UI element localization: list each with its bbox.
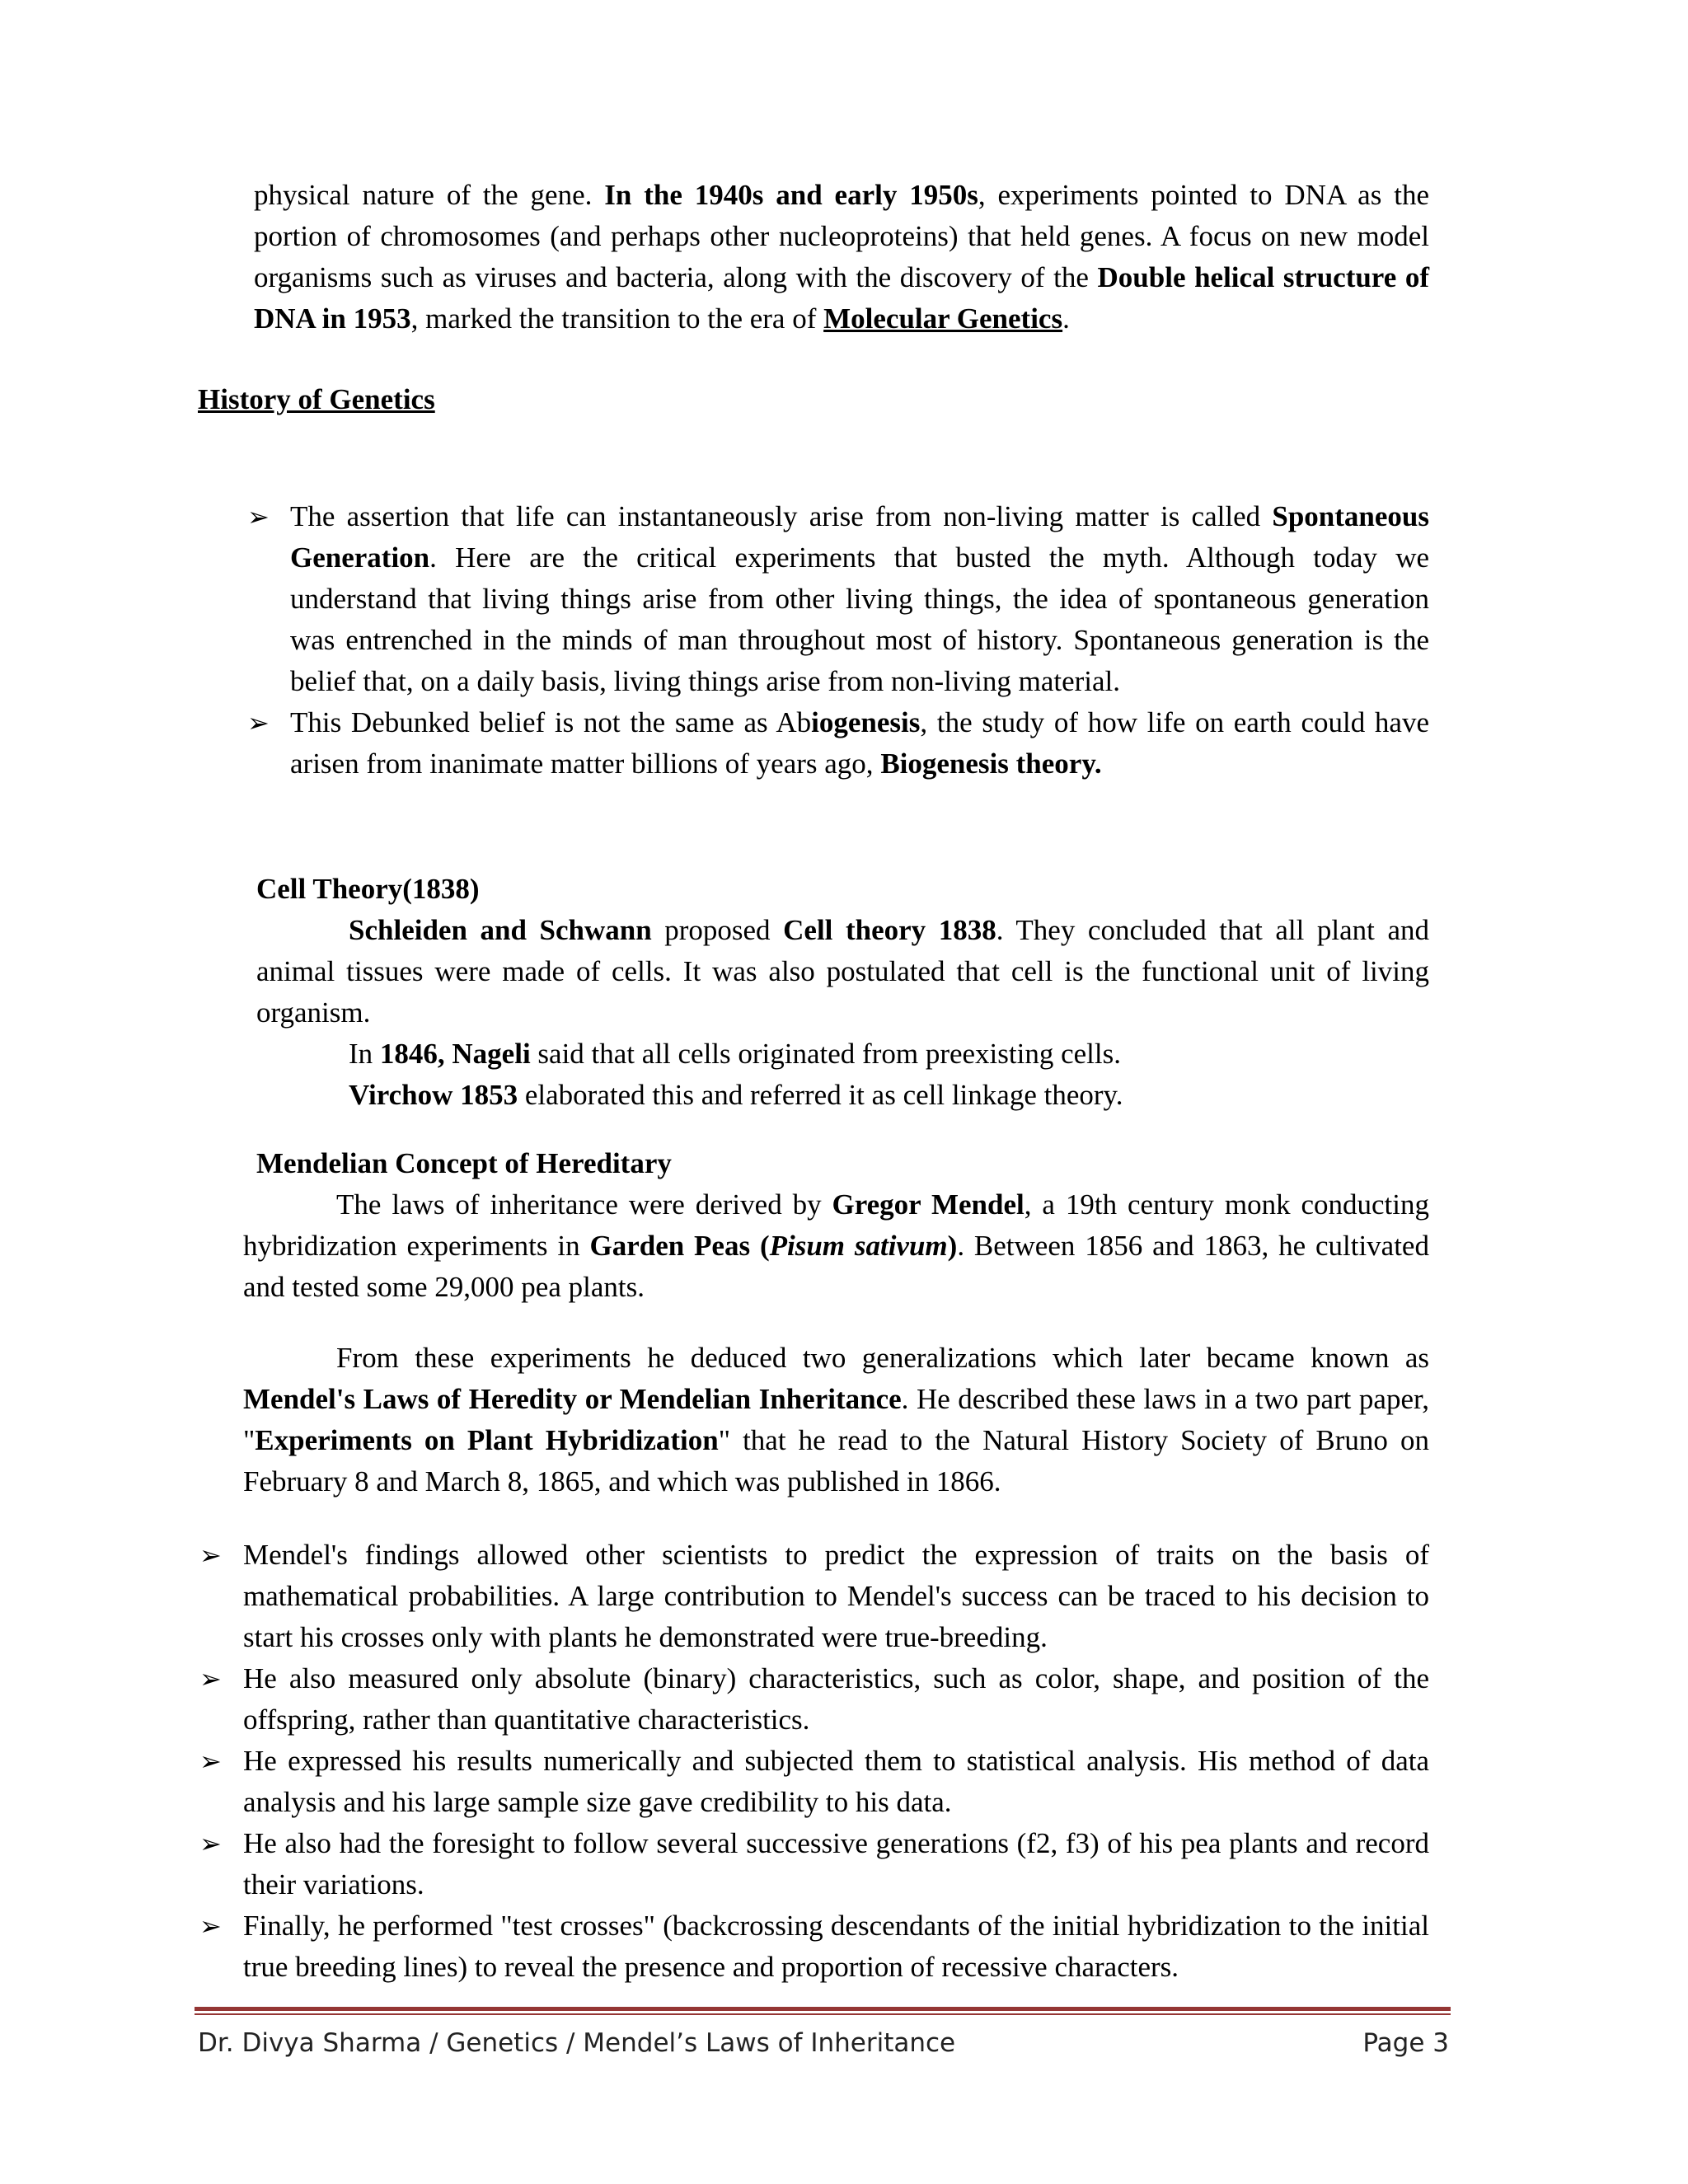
bullet-arrow-icon: ➢ — [247, 502, 270, 532]
mendel-bullet-item — [0, 1741, 1688, 1823]
history-bullet-list — [0, 496, 1688, 785]
intro-text: physical nature of the gene. — [254, 179, 605, 211]
history-heading: History of Genetics — [198, 383, 435, 415]
intro-text: . — [1062, 302, 1070, 335]
mendel-heading: Mendelian Concept of Hereditary — [256, 1147, 672, 1179]
mendel-bullet-item — [0, 1658, 1688, 1741]
pisum-sativum-term: Pisum sativum — [769, 1230, 948, 1262]
intro-text: , marked the transition to the era of — [410, 302, 824, 335]
intro-paragraph — [254, 175, 1429, 340]
intro-bold-double-helix: Double helical structure of DNA in 1953 — [254, 261, 1429, 335]
cell-theory-paragraph: Schleiden and Schwann proposed Cell theory 1838. They concluded that all plant and animal tissues were made of cells. It was also postulated that cell is the functional unit of living organism. — [256, 914, 1430, 1029]
mendel-bullet-item — [0, 1823, 1688, 1905]
footer-author-title: Dr. Divya Sharma / Genetics / Mendel’s Laws of Inheritance — [198, 2028, 956, 2058]
mendel-bullet-text: He expressed his results numerically and subjected them to statistical analysis. His method of data analysis and his large sample size gave credibility to his data. — [243, 1745, 1429, 1818]
mendel-paragraph-1: The laws of inheritance were derived by Gregor Mendel, a 19th century monk conducting hybridization experiments in Garden Peas (Pisum sativum). Between 1856 and 1863, he cultivated and tested some 29,000 pea plants. — [243, 1188, 1429, 1303]
mendel-paragraph-2: From these experiments he deduced two generalizations which later became known as Mendel's Laws of Heredity or Mendelian Inheritance. He described these laws in a two part paper, "Experiments on Plant Hybridization" that he read to the Natural History Society of Bruno on February 8 and March 8, 1865, and which was published in 1866. — [243, 1342, 1429, 1497]
history-bullet-item — [0, 702, 1688, 785]
intro-bold-molecular-genetics: Molecular Genetics — [823, 302, 1063, 335]
bullet-arrow-icon: ➢ — [247, 708, 270, 738]
history-bullet-text: The assertion that life can instantaneously arise from non-living matter is called Spontaneous Generation. Here are the critical experiments that busted the myth. Although today we understand that living things arise from other living things, the idea of spontaneous generation was entrenched in the minds of man throughout most of history. Spontaneous generation is the belief that, on a daily basis, living things arise from non-living material. — [290, 500, 1429, 697]
mendel-bullet-text: He also had the foresight to follow several successive generations (f2, f3) of his pea plants and record their variations. — [243, 1827, 1429, 1900]
intro-bold-1940s: In the 1940s and early 1950s — [604, 179, 978, 211]
bullet-arrow-icon: ➢ — [199, 1911, 222, 1941]
mendel-bullet-text: Mendel's findings allowed other scientists to predict the expression of traits on the basis of mathematical probabilities. A large contribution to Mendel's success can be traced to his decision to start his crosses only with plants he demonstrated were true-breeding. — [243, 1539, 1429, 1653]
mendel-bullet-text: Finally, he performed "test crosses" (backcrossing descendants of the initial hybridization to the initial true breeding lines) to reveal the presence and proportion of recessive characters. — [243, 1910, 1429, 1983]
bullet-arrow-icon: ➢ — [199, 1664, 222, 1694]
history-bullet-text: This Debunked belief is not the same as Abiogenesis, the study of how life on earth could have arisen from inanimate matter billions of years ago, Biogenesis theory. — [290, 706, 1430, 780]
nageli-line: In 1846, Nageli said that all cells originated from preexisting cells. — [349, 1038, 1121, 1070]
cell-theory-section — [256, 869, 1429, 1116]
footer-rule — [195, 2013, 1451, 2015]
biogenesis-term: Biogenesis theory. — [880, 748, 1102, 780]
bullet-arrow-icon: ➢ — [199, 1746, 222, 1776]
mendel-bullet-list — [0, 1535, 1688, 1988]
intro-text: , experiments pointed to DNA as the portion of chromosomes (and perhaps other nucleoproteins) that held genes. A focus on new model organisms such as viruses and bacteria, along with the discovery of the — [254, 179, 1429, 293]
bullet-arrow-icon: ➢ — [199, 1540, 222, 1570]
footer-page-number: Page 3 — [1362, 2028, 1449, 2058]
footer-rule — [195, 2007, 1451, 2011]
cell-theory-heading: Cell Theory(1838) — [256, 873, 480, 905]
virchow-line: Virchow 1853 elaborated this and referred it as cell linkage theory. — [349, 1079, 1123, 1111]
spontaneous-generation-term: Spontaneous Generation — [290, 500, 1429, 574]
history-bullet-item — [0, 496, 1688, 702]
mendel-bullet-item — [0, 1905, 1688, 1988]
bullet-arrow-icon: ➢ — [199, 1829, 222, 1858]
mendel-bullet-item — [0, 1535, 1688, 1658]
mendel-bullet-text: He also measured only absolute (binary) characteristics, such as color, shape, and position of the offspring, rather than quantitative characteristics. — [243, 1662, 1429, 1736]
